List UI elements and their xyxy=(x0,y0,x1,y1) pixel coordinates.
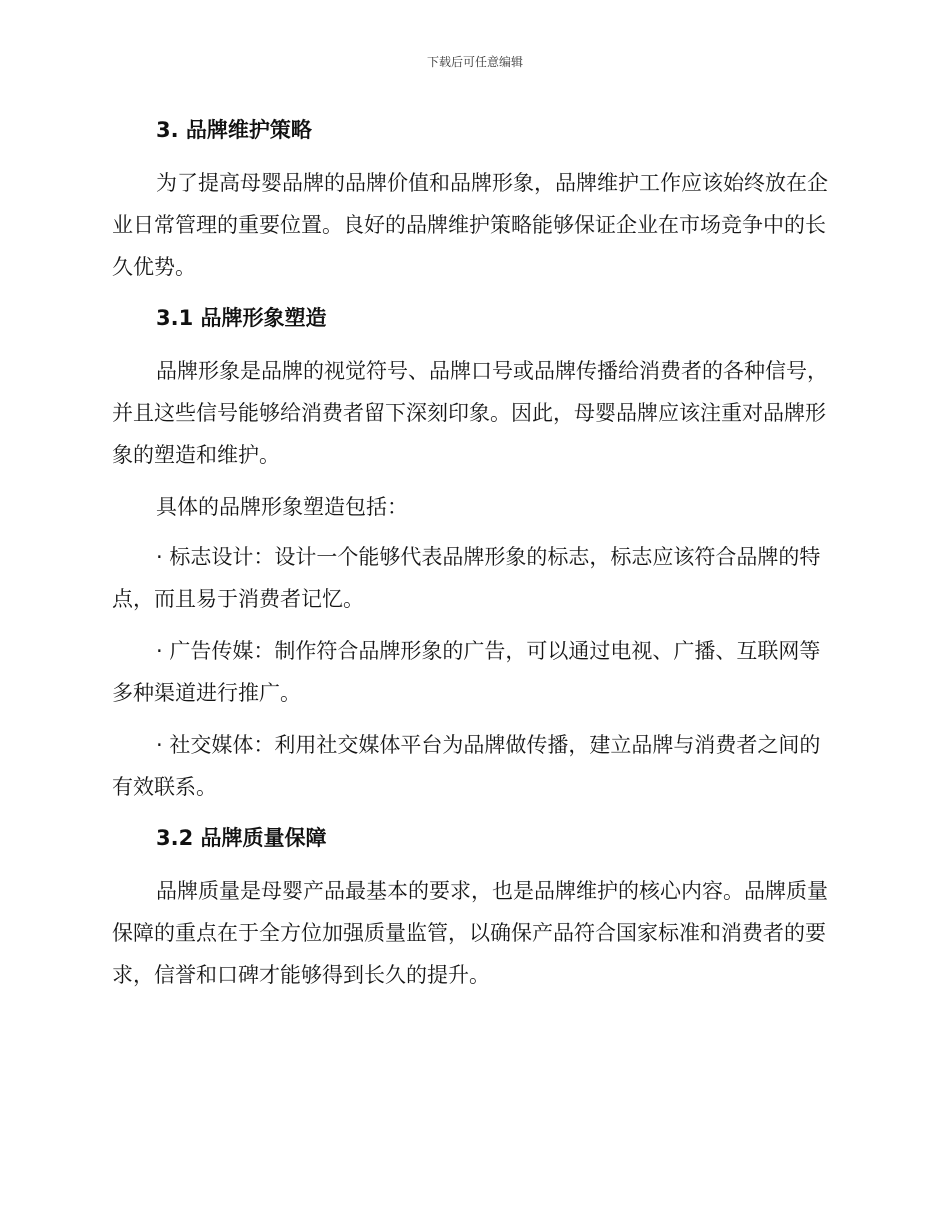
document-body xyxy=(112,110,834,1006)
paragraph-brand-image-definition: 品牌形象是品牌的视觉符号、品牌口号或品牌传播给消费者的各种信号，并且这些信号能够给消费者留下深刻印象。因此，母婴品牌应该注重对品牌形象的塑造和维护。 xyxy=(112,359,828,467)
paragraph-brand-quality: 品牌质量是母婴产品最基本的要求，也是品牌维护的核心内容。品牌质量保障的重点在于全方位加强质量监管，以确保产品符合国家标准和消费者的要求，信誉和口碑才能够得到长久的提升。 xyxy=(112,879,828,987)
section-heading-brand-maintenance: 3. 品牌维护策略 xyxy=(156,118,312,142)
page-header: 下载后可任意编辑 xyxy=(426,55,523,69)
section-heading-brand-image: 3.1 品牌形象塑造 xyxy=(156,306,327,330)
list-item-advertising-media: · 广告传媒：制作符合品牌形象的广告，可以通过电视、广播、互联网等多种渠道进行推广。 xyxy=(112,639,821,705)
section-heading-brand-quality: 3.2 品牌质量保障 xyxy=(156,826,327,850)
list-item-social-media: · 社交媒体：利用社交媒体平台为品牌做传播，建立品牌与消费者之间的有效联系。 xyxy=(112,733,821,799)
paragraph-brand-image-list-intro: 具体的品牌形象塑造包括： xyxy=(156,495,408,519)
paragraph-brand-maintenance-intro: 为了提高母婴品牌的品牌价值和品牌形象，品牌维护工作应该始终放在企业日常管理的重要位置。良好的品牌维护策略能够保证企业在市场竞争中的长久优势。 xyxy=(112,171,828,279)
list-item-logo-design: · 标志设计：设计一个能够代表品牌形象的标志，标志应该符合品牌的特点，而且易于消费者记忆。 xyxy=(112,545,821,611)
